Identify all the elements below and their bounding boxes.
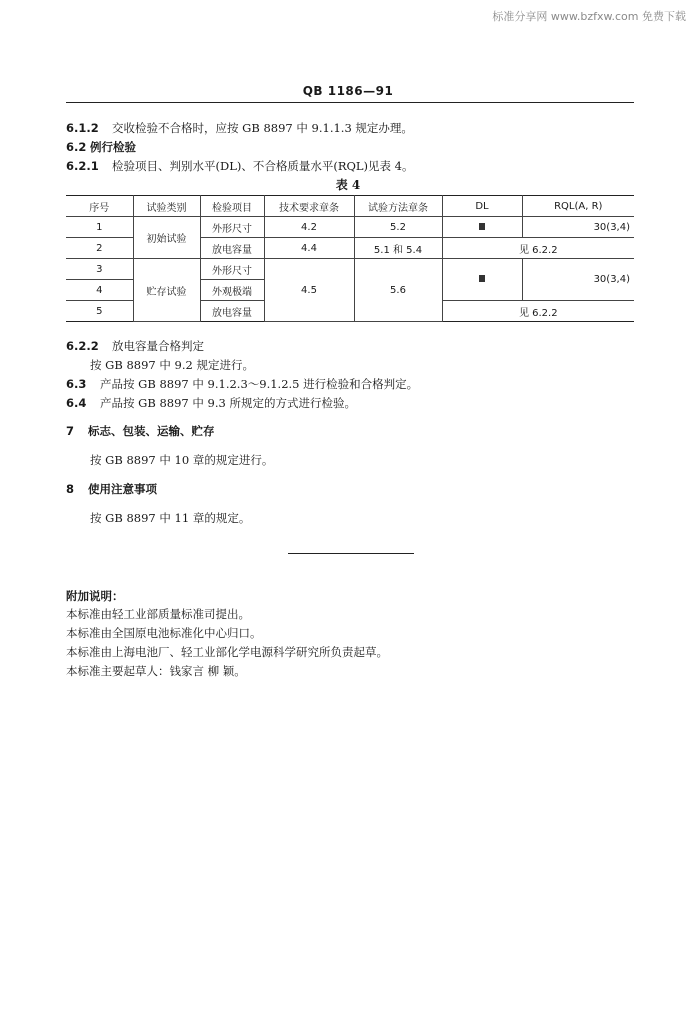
- appendix-line: 本标准主要起草人：钱家言 柳 颖。: [66, 664, 246, 678]
- appendix-line: 本标准由轻工业部质量标准司提出。: [66, 607, 250, 621]
- clause-text: 产品按 GB 8897 中 9.3 所规定的方式进行检验。: [100, 396, 356, 410]
- table-row: [66, 217, 634, 238]
- cell-method: 5.6: [354, 259, 442, 322]
- header-rule: [66, 102, 634, 103]
- cell-no: 1: [66, 217, 133, 238]
- clause-6-1-2: [66, 120, 413, 136]
- table-title: 表 4: [335, 178, 361, 192]
- clause-heading: 标志、包装、运输、贮存: [88, 424, 215, 438]
- cell-dl-rql: 见 6.2.2: [442, 238, 634, 259]
- cell-item: 外形尺寸: [200, 259, 264, 280]
- end-rule: [288, 553, 414, 554]
- clause-heading: 使用注意事项: [88, 482, 157, 496]
- clause-6-4: [66, 395, 356, 411]
- col-header-item: 检验项目: [200, 196, 264, 217]
- cell-rql: 30(3,4): [522, 259, 634, 301]
- appendix-line: 本标准由全国原电池标准化中心归口。: [66, 626, 262, 640]
- cell-no: 5: [66, 301, 133, 322]
- watermark: 标准分享网 www.bzfxw.com 免费下载: [492, 10, 686, 23]
- cell-no: 2: [66, 238, 133, 259]
- clause-7: [66, 423, 215, 439]
- clause-number: 6.1.2: [66, 121, 99, 135]
- cell-method: 5.1 和 5.4: [354, 238, 442, 259]
- clause-number: 6.2: [66, 140, 87, 154]
- clause-8: [66, 481, 157, 497]
- cell-no: 3: [66, 259, 133, 280]
- dl-level-mark: [479, 223, 485, 230]
- table-header-row: [66, 196, 634, 217]
- col-header-no: 序号: [66, 196, 133, 217]
- clause-8-body: 按 GB 8897 中 11 章的规定。: [90, 511, 251, 525]
- cell-dl: [442, 217, 522, 238]
- cell-req: 4.2: [264, 217, 354, 238]
- clause-text: 交收检验不合格时，应按 GB 8897 中 9.1.1.3 规定办理。: [112, 121, 413, 135]
- appendix-title: 附加说明：: [66, 589, 124, 603]
- clause-7-body: 按 GB 8897 中 10 章的规定进行。: [90, 453, 274, 467]
- cell-req: 4.5: [264, 259, 354, 322]
- cell-req: 4.4: [264, 238, 354, 259]
- cell-rql: 30(3,4): [522, 217, 634, 238]
- cell-category: 贮存试验: [133, 259, 200, 322]
- cell-dl: [442, 259, 522, 301]
- cell-item: 放电容量: [200, 238, 264, 259]
- dl-level-mark: [479, 275, 485, 282]
- clause-number: 7: [66, 424, 75, 438]
- clause-6-2: [66, 139, 136, 155]
- cell-category: 初始试验: [133, 217, 200, 259]
- cell-method: 5.2: [354, 217, 442, 238]
- cell-item: 放电容量: [200, 301, 264, 322]
- col-header-rql: RQL(A, R): [522, 196, 634, 217]
- clause-text: 检验项目、判别水平(DL)、不合格质量水平(RQL)见表 4。: [112, 159, 414, 173]
- clause-6-3: [66, 376, 418, 392]
- col-header-method: 试验方法章条: [354, 196, 442, 217]
- cell-item: 外观极端: [200, 280, 264, 301]
- clause-6-2-2: [66, 338, 204, 354]
- standard-code-header: QB 1186—91: [302, 84, 394, 98]
- col-header-category: 试验类别: [133, 196, 200, 217]
- clause-number: 6.4: [66, 396, 87, 410]
- clause-number: 6.2.2: [66, 339, 99, 353]
- cell-item: 外形尺寸: [200, 217, 264, 238]
- clause-heading: 例行检验: [90, 140, 136, 154]
- cell-dl-rql: 见 6.2.2: [442, 301, 634, 322]
- table-row: [66, 259, 634, 280]
- clause-6-2-1: [66, 158, 414, 174]
- clause-text: 放电容量合格判定: [112, 339, 204, 353]
- clause-text: 产品按 GB 8897 中 9.1.2.3～9.1.2.5 进行检验和合格判定。: [100, 377, 419, 391]
- cell-no: 4: [66, 280, 133, 301]
- inspection-table: [66, 195, 634, 322]
- clause-number: 6.2.1: [66, 159, 99, 173]
- clause-number: 6.3: [66, 377, 87, 391]
- col-header-req: 技术要求章条: [264, 196, 354, 217]
- appendix-line: 本标准由上海电池厂、轻工业部化学电源科学研究所负责起草。: [66, 645, 388, 659]
- clause-number: 8: [66, 482, 75, 496]
- col-header-dl: DL: [442, 196, 522, 217]
- clause-6-2-2-body: 按 GB 8897 中 9.2 规定进行。: [90, 358, 254, 372]
